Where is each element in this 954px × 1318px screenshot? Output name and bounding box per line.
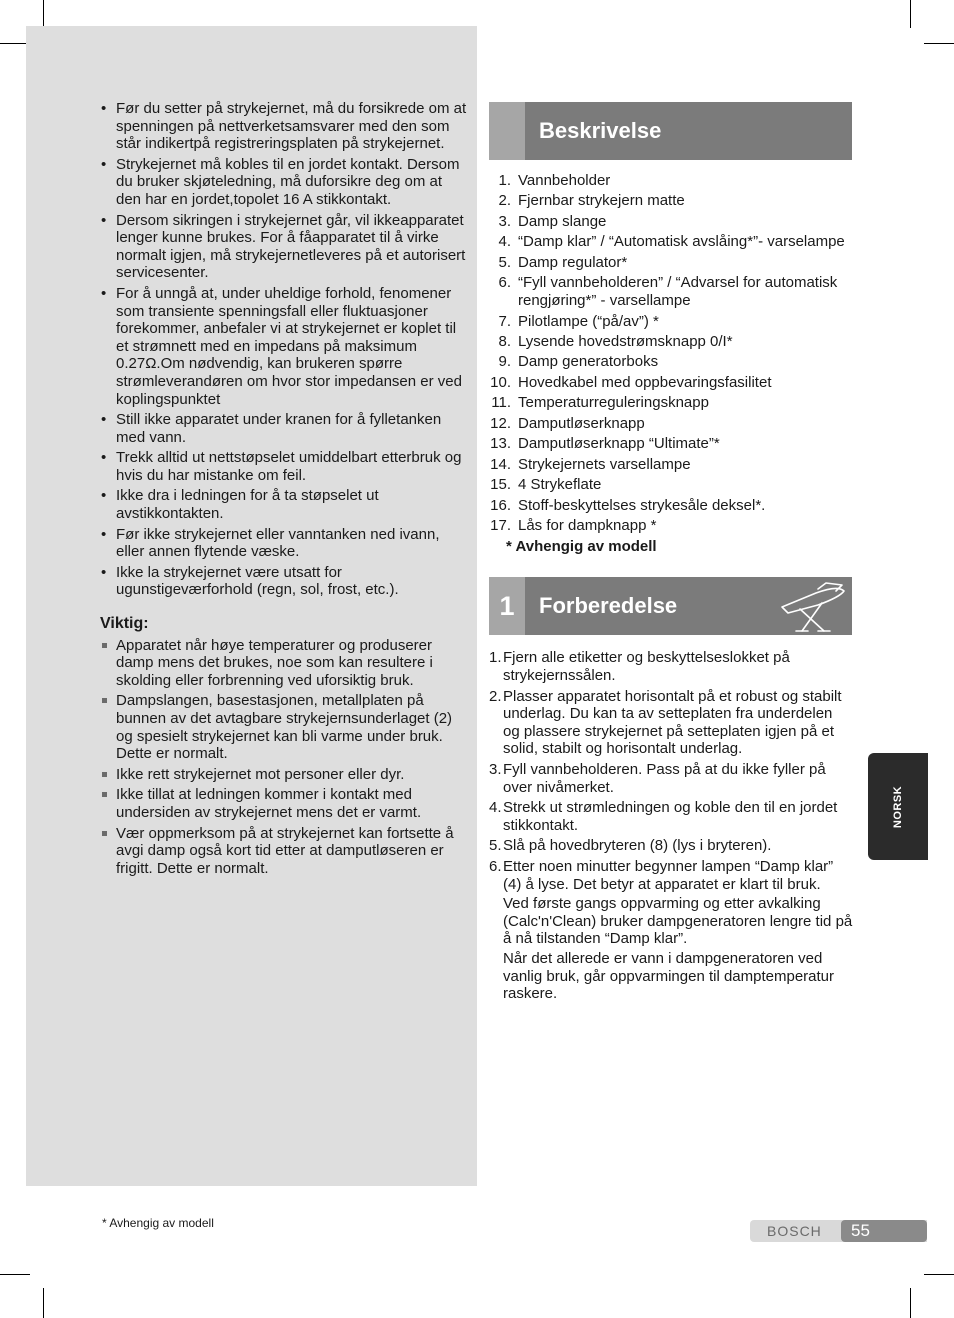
item-text: Damp generatorboks bbox=[518, 353, 659, 371]
item-text: Damp regulator* bbox=[518, 253, 628, 271]
model-note: * Avhengig av modell bbox=[506, 537, 657, 555]
ironing-board-icon bbox=[778, 579, 850, 633]
crop-mark bbox=[43, 1288, 44, 1318]
list-item: • Før du setter på strykejernet, må du forsikrede om at spenningen på nettverketsamsvarer med den som står indikertpå registreringsplaten på strykejernet. bbox=[100, 100, 468, 153]
step-text: Fyll vannbeholderen. Pass på at du ikke fyller på over nivåmerket. bbox=[503, 760, 826, 796]
beskrivelse-header bbox=[489, 102, 852, 160]
item-text: Damputløserknapp bbox=[518, 414, 645, 432]
list-item bbox=[489, 172, 853, 190]
parts-list bbox=[489, 172, 853, 535]
item-text: Pilotlampe (“på/av”) * bbox=[518, 312, 659, 330]
item-number: 14. bbox=[490, 455, 511, 473]
list-item: • Dersom sikringen i strykejernet går, vil ikkeapparatet lenger kunne brukes. For å fåapparatet til å virke normalt igjen, må strykejernetleveres på et autorisert servicesenter. bbox=[100, 212, 468, 282]
item-number: 1. bbox=[498, 172, 511, 189]
list-item bbox=[489, 476, 853, 494]
list-item: • Før ikke strykejernet eller vanntanken ned ivann, eller annen flytende væske. bbox=[100, 526, 468, 561]
item-number: 11. bbox=[491, 394, 511, 412]
step-text: Etter noen minutter begynner lampen “Damp klar” (4) å lyse. Det betyr at apparatet er klart til bruk. bbox=[503, 857, 834, 893]
list-item bbox=[489, 688, 853, 758]
item-text: Damp slange bbox=[518, 212, 607, 230]
language-tab bbox=[868, 753, 928, 860]
footer-note: * Avhengig av modell bbox=[102, 1216, 214, 1230]
item-number: 2. bbox=[498, 192, 511, 210]
crop-mark bbox=[910, 1288, 911, 1318]
item-number: 10. bbox=[490, 373, 511, 391]
list-item: • Strykejernet må kobles til en jordet kontakt. Dersom du bruker skjøteledning, må duforsikre deg om at den har en jordet,topolet 16 A stikkontakt. bbox=[100, 156, 468, 209]
list-item: • For å unngå at, under uheldige forhold, fenomener som transiente spenningsfall eller fluktuasjoner forekommer, anbefaler vi at strykejernet er koplet til et strømnett med en impedans på maksimum 0.27Ω.Om nødvendig, kan brukeren spørre strømleverandøren om hvor stor impedansen er ved koplingspunktet bbox=[100, 285, 468, 408]
list-item: Vær oppmerksom på at strykejernet kan fortsette å avgi damp også kort tid etter at damputløseren er frigitt. Dette er normalt. bbox=[100, 825, 468, 878]
step-number: 1. bbox=[489, 649, 502, 667]
crop-mark bbox=[43, 0, 44, 28]
step-number: 4. bbox=[489, 799, 502, 817]
viktig-list bbox=[100, 637, 468, 878]
item-number: 9. bbox=[498, 353, 511, 371]
step-text: Plasser apparatet horisontalt på et robust og stabilt underlag. Du kan ta av setteplaten fra underdelen og plassere strykejernet på setteplaten igjen på et solid, stabilt og horisontalt underlag. bbox=[503, 687, 842, 758]
list-item bbox=[489, 394, 853, 412]
list-item bbox=[489, 435, 853, 453]
crop-mark bbox=[0, 1274, 30, 1275]
crop-mark bbox=[910, 0, 911, 28]
list-item: Dampslangen, basestasjonen, metallplaten på bunnen av det avtagbare strykejernsunderlaget (2) og spesielt strykejernet kan bli varme under bruk. Dette er normalt. bbox=[100, 692, 468, 762]
safety-column bbox=[100, 100, 468, 880]
section-title: Forberedelse bbox=[539, 593, 678, 619]
item-number: 16. bbox=[490, 496, 511, 514]
step-paragraph: Ved første gangs oppvarming og etter avkalking (Calc'n'Clean) bruker dampgeneratoren lengre tid på å nå tilstanden “Damp klar”. bbox=[503, 895, 853, 948]
list-item bbox=[489, 761, 853, 796]
step-text: Fjern alle etiketter og beskyttelseslokket på strykejernssålen. bbox=[503, 649, 790, 685]
item-number: 12. bbox=[490, 414, 511, 432]
item-text: Vannbeholder bbox=[518, 172, 611, 189]
list-item bbox=[489, 374, 853, 392]
item-number: 6. bbox=[498, 274, 511, 292]
brand-label: BOSCH bbox=[767, 1223, 822, 1239]
item-text: Lås for dampknapp * bbox=[518, 517, 657, 535]
viktig-heading: Viktig: bbox=[100, 615, 149, 633]
list-item: • Ikke dra i ledningen for å ta støpselet ut avstikkontakten. bbox=[100, 487, 468, 522]
list-item bbox=[489, 313, 853, 331]
list-item bbox=[489, 333, 853, 351]
content-column bbox=[489, 102, 853, 1006]
item-number: 3. bbox=[498, 212, 511, 230]
item-text: Lysende hovedstrømsknapp 0/I* bbox=[518, 332, 733, 350]
item-number: 5. bbox=[498, 253, 511, 271]
step-paragraph: Når det allerede er vann i dampgeneratoren ved vanlig bruk, går oppvarmingen til damptemperatur raskere. bbox=[503, 949, 835, 1003]
list-item: Ikke tillat at ledningen kommer i kontakt med undersiden av strykejernet mens det er varmt. bbox=[100, 786, 468, 821]
step-number: 6. bbox=[489, 857, 502, 875]
item-text: Strykejernets varsellampe bbox=[518, 455, 691, 473]
item-text: 4 Strykeflate bbox=[518, 476, 602, 494]
section-number: 1 bbox=[499, 591, 515, 622]
step-text: Strekk ut strømledningen og koble den til en jordet stikkontakt. bbox=[503, 799, 838, 834]
list-item bbox=[489, 649, 853, 684]
list-item: • Trekk alltid ut nettstøpselet umiddelbart etterbruk og hvis du har mistanke om feil. bbox=[100, 449, 468, 484]
safety-list bbox=[100, 100, 468, 599]
header-tab bbox=[489, 102, 525, 160]
item-number: 17. bbox=[490, 517, 511, 535]
item-number: 8. bbox=[498, 332, 511, 350]
list-item bbox=[489, 837, 853, 855]
list-item bbox=[489, 213, 853, 231]
list-item: Ikke rett strykejernet mot personer eller dyr. bbox=[100, 766, 468, 784]
list-item bbox=[489, 415, 853, 433]
item-number: 13. bbox=[490, 435, 511, 453]
item-text: “Fyll vannbeholderen” / “Advarsel for automatisk rengjøring*” - varsellampe bbox=[518, 274, 838, 310]
list-item bbox=[489, 254, 853, 272]
section-title: Beskrivelse bbox=[539, 118, 662, 143]
page-number-box bbox=[841, 1220, 927, 1242]
item-text: Stoff-beskyttelses strykesåle deksel*. bbox=[518, 496, 766, 514]
item-text: Damputløserknapp “Ultimate”* bbox=[518, 435, 720, 453]
list-item: • Ikke la strykejernet være utsatt for ugunstigeværforhold (regn, sol, frost, etc.). bbox=[100, 564, 468, 599]
list-item bbox=[489, 517, 853, 535]
list-item bbox=[489, 233, 853, 251]
step-number: 3. bbox=[489, 760, 502, 778]
item-text: Hovedkabel med oppbevaringsfasilitet bbox=[518, 373, 772, 391]
item-text: “Damp klar” / “Automatisk avslåing*”- varselampe bbox=[518, 233, 845, 251]
list-item bbox=[489, 456, 853, 474]
list-item bbox=[489, 192, 853, 210]
item-text: Fjernbar strykejern matte bbox=[518, 192, 685, 210]
page-number: 55 bbox=[851, 1221, 870, 1240]
step-number: 2. bbox=[489, 687, 502, 705]
footer-bar bbox=[750, 1220, 927, 1242]
item-number: 4. bbox=[498, 233, 511, 251]
step-number: 5. bbox=[489, 837, 502, 855]
list-item bbox=[489, 353, 853, 371]
item-text: Temperaturreguleringsknapp bbox=[518, 394, 709, 412]
list-item bbox=[489, 799, 853, 834]
preparation-steps bbox=[489, 649, 853, 1002]
list-item: Apparatet når høye temperaturer og produserer damp mens det brukes, noe som kan resultere i skolding eller forbrenning ved uforsiktig bruk. bbox=[100, 637, 468, 690]
item-number: 7. bbox=[498, 312, 511, 330]
crop-mark bbox=[924, 43, 954, 44]
list-item bbox=[489, 858, 853, 1003]
forberedelse-header bbox=[489, 577, 852, 635]
crop-mark bbox=[924, 1274, 954, 1275]
list-item bbox=[489, 497, 853, 515]
list-item bbox=[489, 274, 853, 309]
item-number: 15. bbox=[490, 476, 511, 494]
step-text: Slå på hovedbryteren (8) (lys i bryteren). bbox=[503, 837, 772, 855]
list-item: • Still ikke apparatet under kranen for å fylletanken med vann. bbox=[100, 411, 468, 446]
language-label: NORSK bbox=[892, 785, 904, 828]
